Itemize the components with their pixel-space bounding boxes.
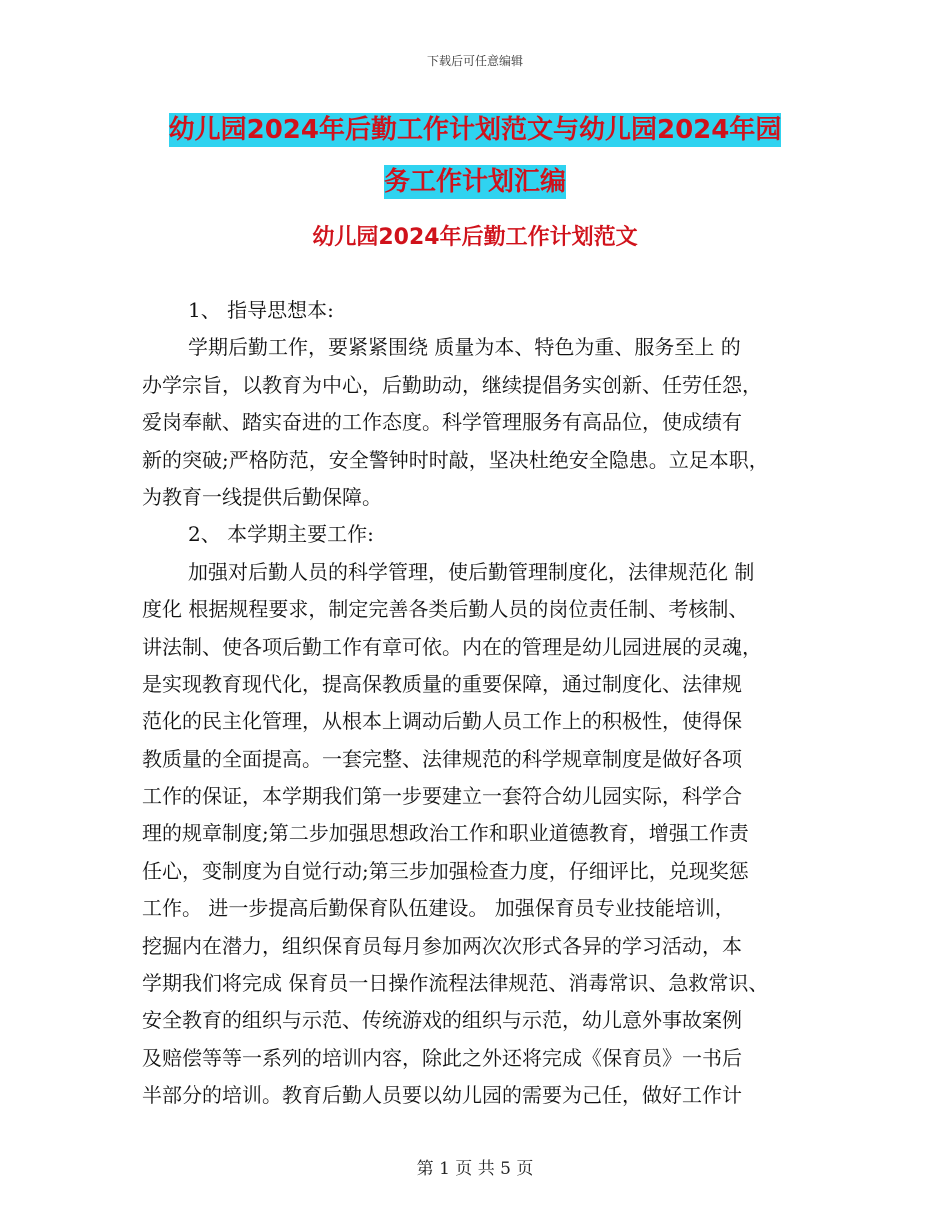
- text-line: 新的突破;严格防范，安全警钟时时敲，坚决杜绝安全隐患。立足本职，: [142, 447, 769, 472]
- document-title-line-2: 务工作计划汇编: [383, 167, 566, 197]
- text-line: 工作的保证，本学期我们第一步要建立一套符合幼儿园实际，科学合: [142, 784, 742, 809]
- page-footer: 第 1 页 共 5 页: [416, 1159, 534, 1179]
- text-line: 是实现教育现代化，提高保教质量的重要保障，通过制度化、法律规: [142, 671, 742, 696]
- text-line: 度化 根据规程要求，制定完善各类后勤人员的岗位责任制、考核制、: [142, 597, 749, 622]
- text-line: 理的规章制度;第二步加强思想政治工作和职业道德教育，增强工作责: [142, 821, 749, 846]
- text-line: 学期我们将完成 保育员一日操作流程法律规范、消毒常识、急救常识、: [142, 971, 769, 996]
- text-line: 挖掘内在潜力，组织保育员每月参加两次次形式各异的学习活动，本: [142, 933, 742, 958]
- text-line: 学期后勤工作，要紧紧围绕 质量为本、特色为重、服务至上 的: [188, 335, 741, 360]
- text-line: 任心，变制度为自觉行动;第三步加强检查力度，仔细评比，兑现奖惩: [142, 858, 749, 883]
- text-line: 加强对后勤人员的科学管理，使后勤管理制度化，法律规范化 制: [188, 559, 755, 584]
- text-line: 为教育一线提供后勤保障。: [142, 484, 382, 509]
- text-line: 教质量的全面提高。一套完整、法律规范的科学规章制度是做好各项: [142, 746, 742, 771]
- text-line: 半部分的培训。教育后勤人员要以幼儿园的需要为己任，做好工作计: [142, 1083, 742, 1108]
- text-line: 范化的民主化管理，从根本上调动后勤人员工作上的积极性，使得保: [142, 709, 742, 734]
- text-line: 爱岗奉献、踏实奋进的工作态度。科学管理服务有高品位，使成绩有: [142, 410, 742, 435]
- header-note: 下载后可任意编辑: [426, 54, 523, 68]
- text-line: 工作。 进一步提高后勤保育队伍建设。 加强保育员专业技能培训，: [142, 896, 735, 921]
- paragraph-heading-2: 2、 本学期主要工作:: [188, 522, 374, 547]
- document-title: [120, 104, 830, 208]
- text-line: 办学宗旨，以教育为中心，后勤助动，继续提倡务实创新、任劳任怨，: [142, 372, 762, 397]
- text-line: 安全教育的组织与示范、传统游戏的组织与示范，幼儿意外事故案例: [142, 1008, 742, 1033]
- document-title-line-1: 幼儿园2024年后勤工作计划范文与幼儿园2024年园: [168, 115, 782, 145]
- body-text: [142, 292, 822, 1115]
- paragraph-heading-1: 1、 指导思想本:: [188, 298, 334, 322]
- section-title: 幼儿园2024年后勤工作计划范文: [312, 225, 638, 250]
- text-line: 讲法制、使各项后勤工作有章可依。内在的管理是幼儿园进展的灵魂，: [142, 634, 762, 659]
- text-line: 及赔偿等等一系列的培训内容，除此之外还将完成《保育员》一书后: [142, 1045, 742, 1070]
